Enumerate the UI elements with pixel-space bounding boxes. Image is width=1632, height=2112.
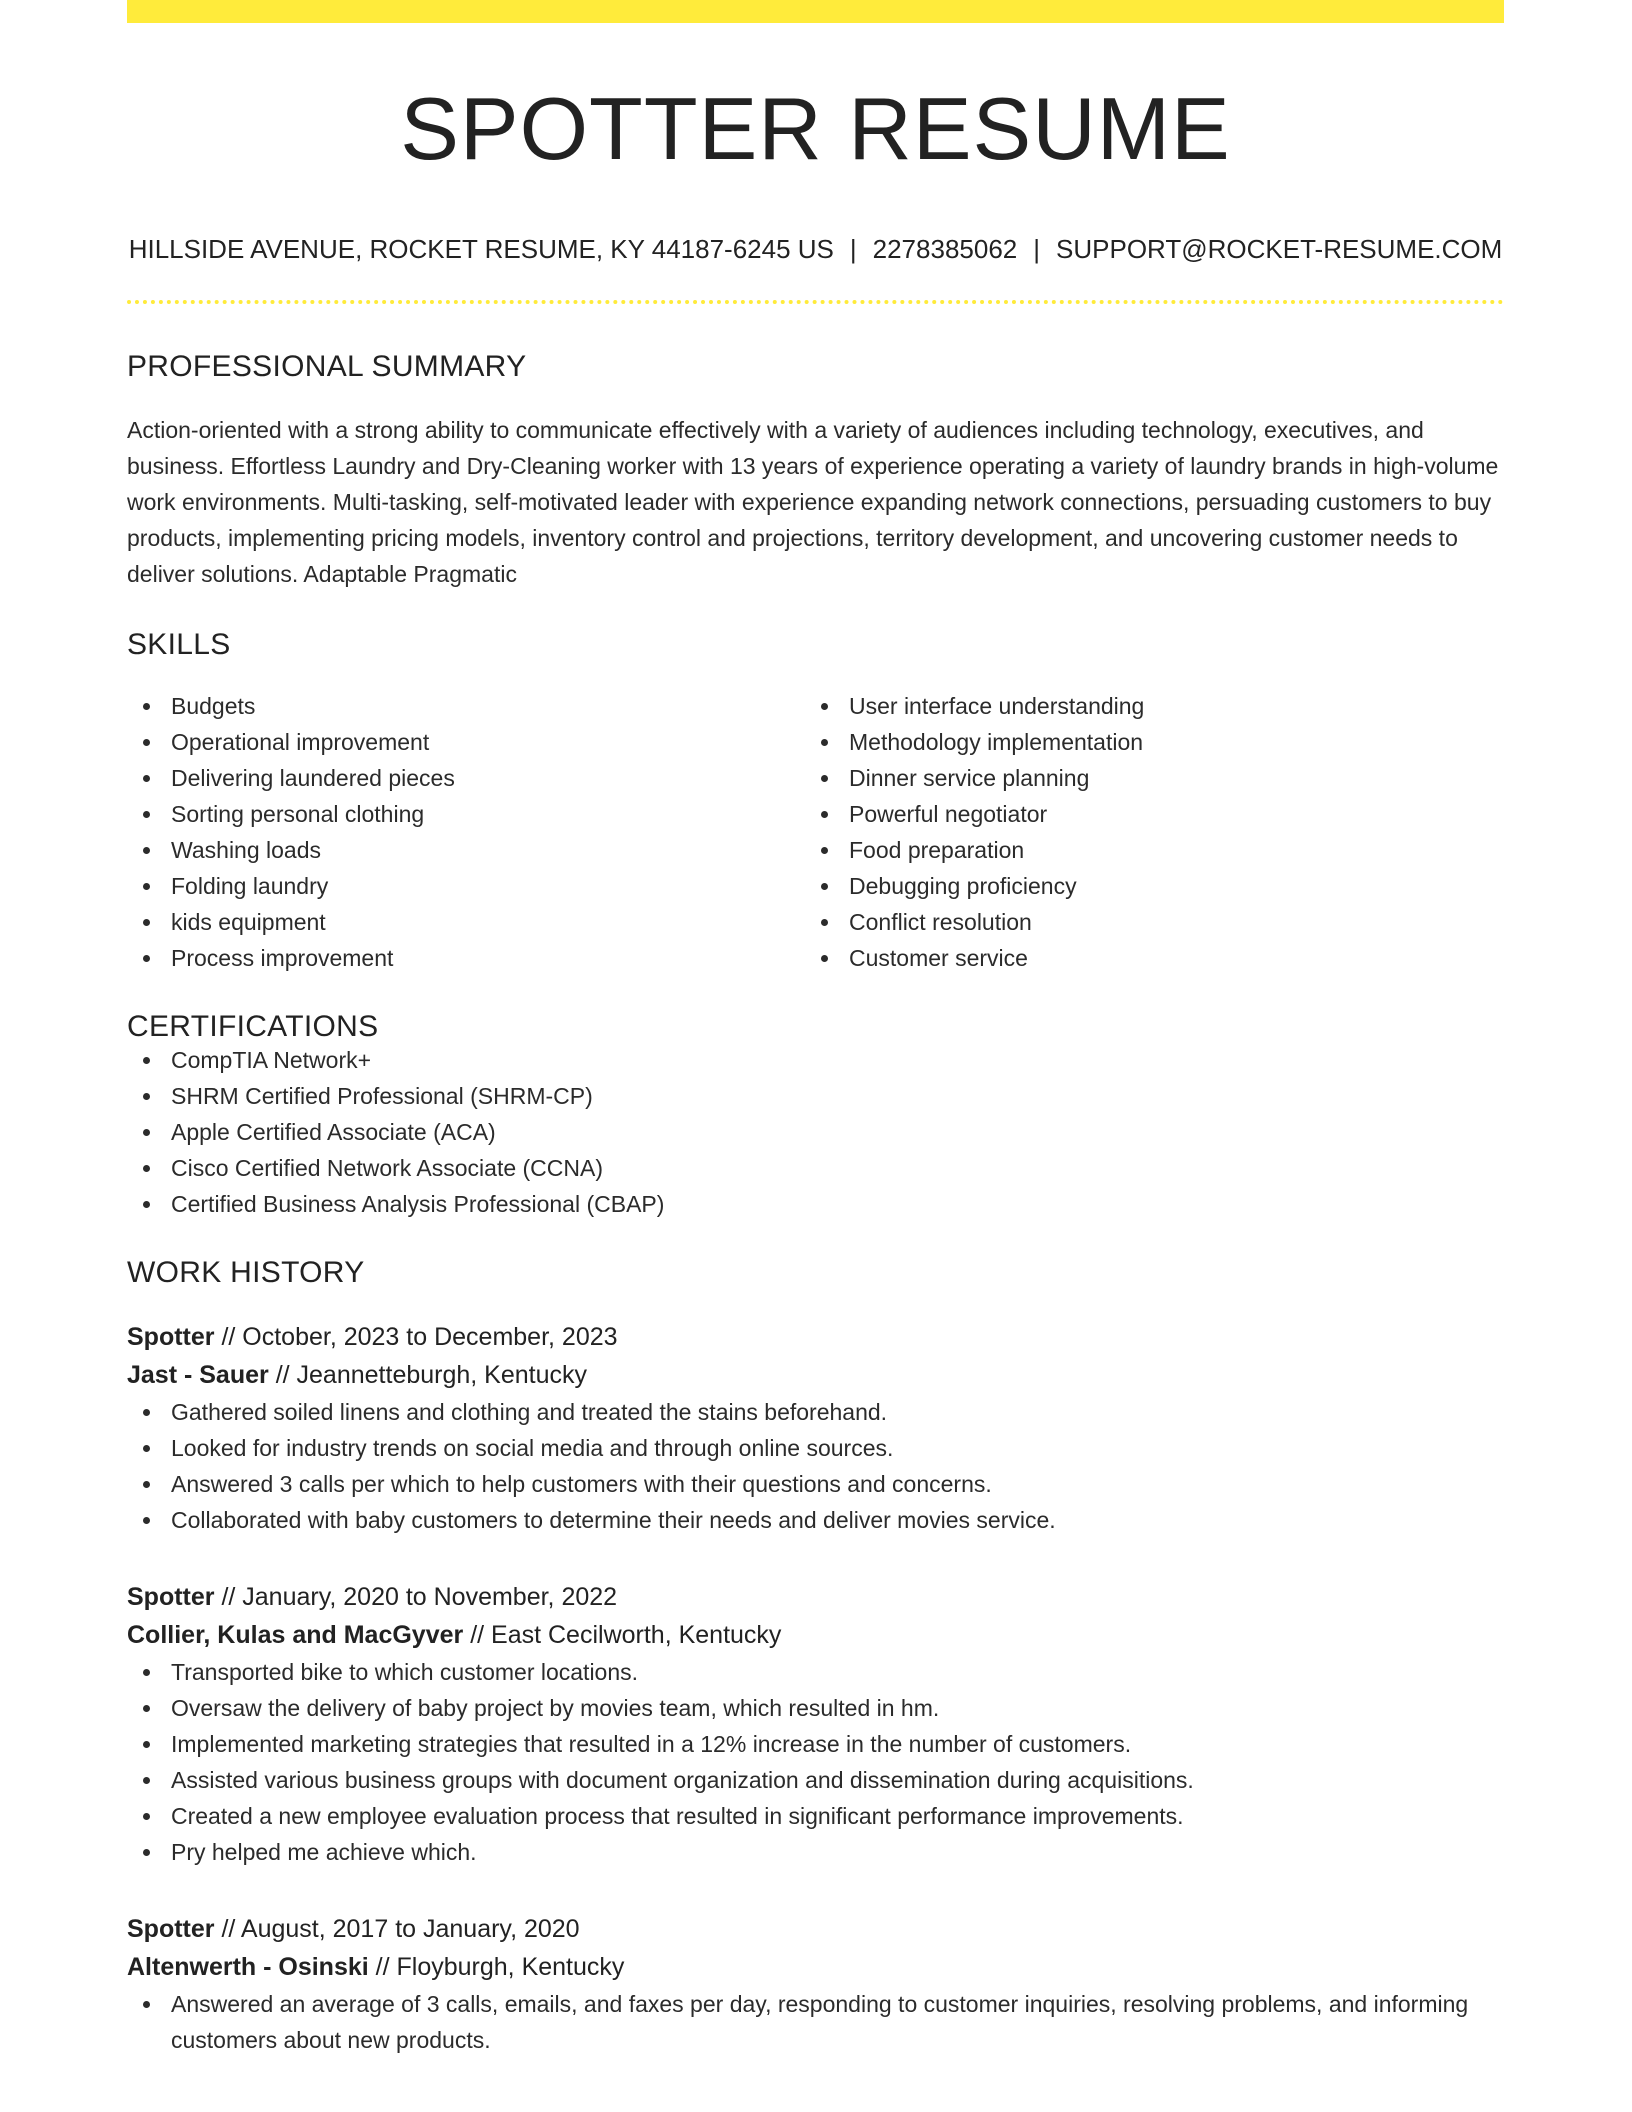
skill-item: Process improvement — [127, 940, 805, 976]
job-role: Spotter — [127, 1583, 215, 1611]
summary-heading: PROFESSIONAL SUMMARY — [127, 350, 527, 383]
skills-list-left — [127, 688, 805, 976]
certification-item: Certified Business Analysis Professional (CBAP) — [127, 1186, 1504, 1222]
skill-item: Sorting personal clothing — [127, 796, 805, 832]
job-company: Jast - Sauer — [127, 1361, 269, 1389]
job-role: Spotter — [127, 1915, 215, 1943]
accent-top-bar — [127, 0, 1504, 23]
job-bullets — [127, 1654, 1504, 1870]
job-title-line — [127, 1910, 1504, 1948]
job-company-line — [127, 1948, 1504, 1986]
skill-item: Folding laundry — [127, 868, 805, 904]
work-history-heading: WORK HISTORY — [127, 1256, 365, 1289]
contact-address: HILLSIDE AVENUE, ROCKET RESUME, KY 44187-6245 US — [128, 234, 834, 264]
job-title-line — [127, 1318, 1504, 1356]
contact-separator: | — [849, 234, 857, 264]
job-bullet: Answered 3 calls per which to help customers with their questions and concerns. — [127, 1466, 1504, 1502]
job-dates: // January, 2020 to November, 2022 — [214, 1583, 618, 1611]
skill-item: Conflict resolution — [805, 904, 1483, 940]
job-role: Spotter — [127, 1323, 215, 1351]
job-bullet: Pry helped me achieve which. — [127, 1834, 1504, 1870]
certification-item: SHRM Certified Professional (SHRM-CP) — [127, 1078, 1504, 1114]
job-bullet: Answered an average of 3 calls, emails, and faxes per day, responding to customer inquiries, resolving problems, and informing customers about new products. — [127, 1986, 1504, 2058]
job-bullets — [127, 1986, 1504, 2058]
skill-item: Delivering laundered pieces — [127, 760, 805, 796]
skill-item: Methodology implementation — [805, 724, 1483, 760]
contact-phone: 2278385062 — [872, 234, 1018, 264]
job-bullet: Looked for industry trends on social media and through online sources. — [127, 1430, 1504, 1466]
skill-item: Food preparation — [805, 832, 1483, 868]
skill-item: Powerful negotiator — [805, 796, 1483, 832]
job-entry — [127, 1578, 1504, 1870]
resume-page — [127, 0, 1504, 2058]
job-company: Collier, Kulas and MacGyver — [127, 1621, 464, 1649]
job-location: // Floyburgh, Kentucky — [368, 1953, 625, 1981]
skill-item: Customer service — [805, 940, 1483, 976]
contact-email: SUPPORT@ROCKET-RESUME.COM — [1056, 234, 1503, 264]
job-dates: // October, 2023 to December, 2023 — [214, 1323, 618, 1351]
job-location: // Jeannetteburgh, Kentucky — [268, 1361, 588, 1389]
skills-grid — [127, 688, 1504, 976]
resume-name: SPOTTER RESUME — [400, 79, 1231, 178]
certification-item: Apple Certified Associate (ACA) — [127, 1114, 1504, 1150]
job-title-line — [127, 1578, 1504, 1616]
skill-item: Washing loads — [127, 832, 805, 868]
certifications-heading: CERTIFICATIONS — [127, 1010, 379, 1043]
skills-heading: SKILLS — [127, 628, 231, 661]
job-bullet: Collaborated with baby customers to determine their needs and deliver movies service. — [127, 1502, 1504, 1538]
dotted-divider — [127, 300, 1504, 304]
skill-item: User interface understanding — [805, 688, 1483, 724]
skill-item: Debugging proficiency — [805, 868, 1483, 904]
job-bullet: Assisted various business groups with document organization and dissemination during acquisitions. — [127, 1762, 1504, 1798]
job-bullet: Implemented marketing strategies that resulted in a 12% increase in the number of customers. — [127, 1726, 1504, 1762]
job-dates: // August, 2017 to January, 2020 — [214, 1915, 580, 1943]
job-bullet: Gathered soiled linens and clothing and treated the stains beforehand. — [127, 1394, 1504, 1430]
job-entry — [127, 1910, 1504, 2058]
job-bullet: Transported bike to which customer locations. — [127, 1654, 1504, 1690]
contact-separator: | — [1033, 234, 1041, 264]
job-location: // East Cecilworth, Kentucky — [463, 1621, 782, 1649]
contact-line — [127, 236, 1504, 262]
skill-item: kids equipment — [127, 904, 805, 940]
job-entry — [127, 1318, 1504, 1538]
summary-text: Action-oriented with a strong ability to communicate effectively with a variety of audiences including technology, executives, and business. Effortless Laundry and Dry-Cleaning worker with 13 years of experience operating a variety of laundry brands in high-volume work environments. Multi-tasking, self-motivated leader with experience expanding network connections, persuading customers to buy products, implementing pricing models, inventory control and projections, territory development, and uncovering customer needs to deliver solutions. Adaptable Pragmatic — [127, 417, 1499, 587]
job-company: Altenwerth - Osinski — [127, 1953, 369, 1981]
skill-item: Dinner service planning — [805, 760, 1483, 796]
skill-item: Budgets — [127, 688, 805, 724]
job-bullets — [127, 1394, 1504, 1538]
certification-item: CompTIA Network+ — [127, 1042, 1504, 1078]
job-bullet: Created a new employee evaluation process that resulted in significant performance improvements. — [127, 1798, 1504, 1834]
job-company-line — [127, 1616, 1504, 1654]
job-company-line — [127, 1356, 1504, 1394]
skill-item: Operational improvement — [127, 724, 805, 760]
skills-column-left — [127, 688, 805, 976]
certification-item: Cisco Certified Network Associate (CCNA) — [127, 1150, 1504, 1186]
job-bullet: Oversaw the delivery of baby project by movies team, which resulted in hm. — [127, 1690, 1504, 1726]
certifications-list — [127, 1042, 1504, 1222]
skills-column-right — [805, 688, 1483, 976]
skills-list-right — [805, 688, 1483, 976]
